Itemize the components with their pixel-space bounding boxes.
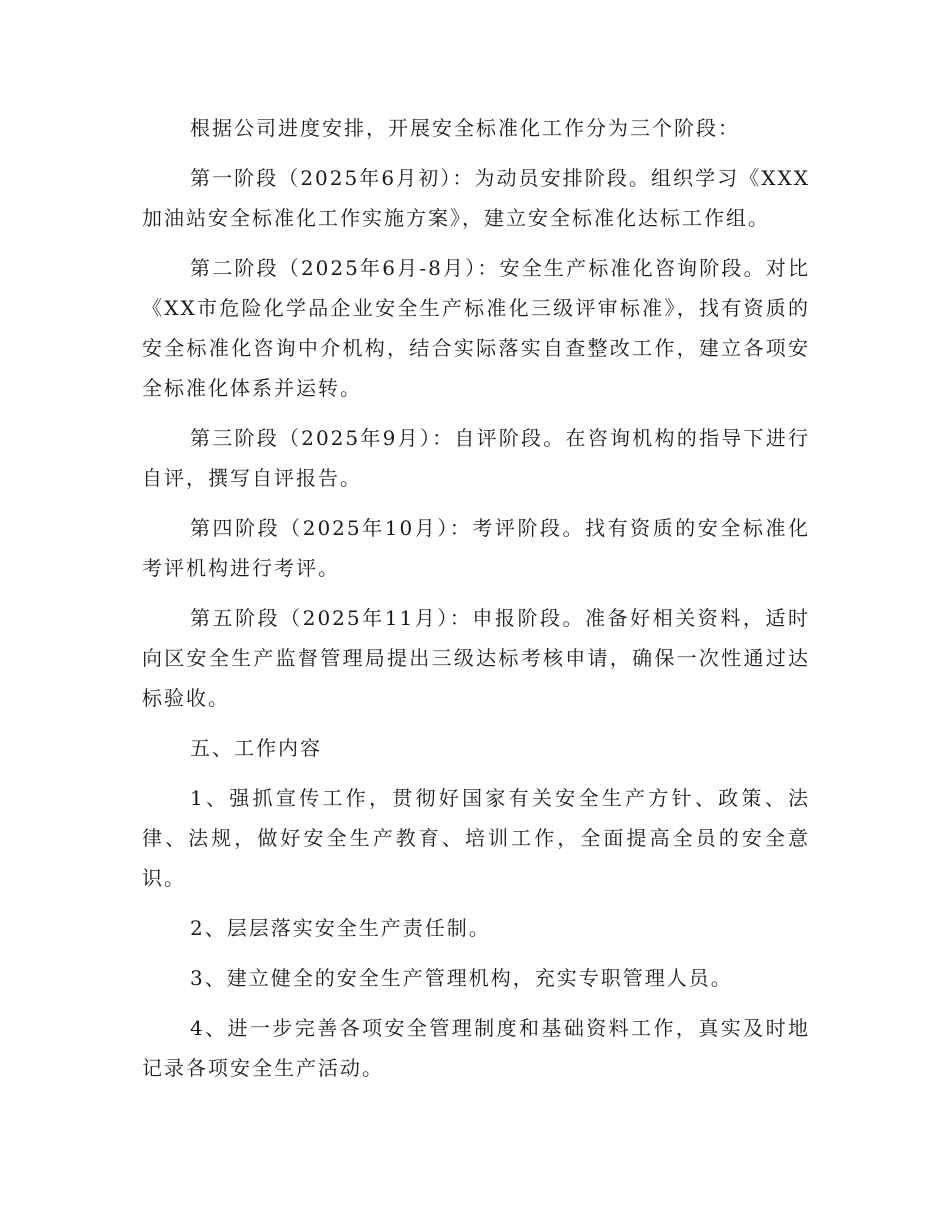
work-item-3: 3、建立健全的安全生产管理机构，充实专职管理人员。: [190, 966, 733, 990]
stage-one-paragraph: 第一阶段（2025年6月初）：为动员安排阶段。组织学习《XXX加油站安全标准化工作实施方案》，建立安全标准化达标工作组。: [142, 166, 810, 230]
work-item-1: 1、强抓宣传工作，贯彻好国家有关安全生产方针、政策、法律、法规，做好安全生产教育、培训工作，全面提高全员的安全意识。: [142, 786, 810, 890]
work-item-2: 2、层层落实安全生产责任制。: [190, 916, 491, 940]
stage-five-paragraph: 第五阶段（2025年11月）：申报阶段。准备好相关资料，适时向区安全生产监督管理局提出三级达标考核申请，确保一次性通过达标验收。: [142, 606, 810, 710]
document-body: [142, 108, 810, 1098]
stage-four-paragraph: 第四阶段（2025年10月）：考评阶段。找有资质的安全标准化考评机构进行考评。: [142, 516, 810, 580]
work-item-4: 4、进一步完善各项安全管理制度和基础资料工作，真实及时地记录各项安全生产活动。: [142, 1016, 810, 1080]
stage-three-paragraph: 第三阶段（2025年9月）：自评阶段。在咨询机构的指导下进行自评，撰写自评报告。: [142, 426, 810, 490]
intro-paragraph: 根据公司进度安排，开展安全标准化工作分为三个阶段：: [190, 116, 740, 140]
section-heading: 五、工作内容: [190, 736, 322, 760]
stage-two-paragraph: 第二阶段（2025年6月-8月）：安全生产标准化咨询阶段。对比《XX市危险化学品企业安全生产标准化三级评审标准》，找有资质的安全标准化咨询中介机构，结合实际落实自查整改工作，建立各项安全标准化体系并运转。: [142, 256, 810, 400]
